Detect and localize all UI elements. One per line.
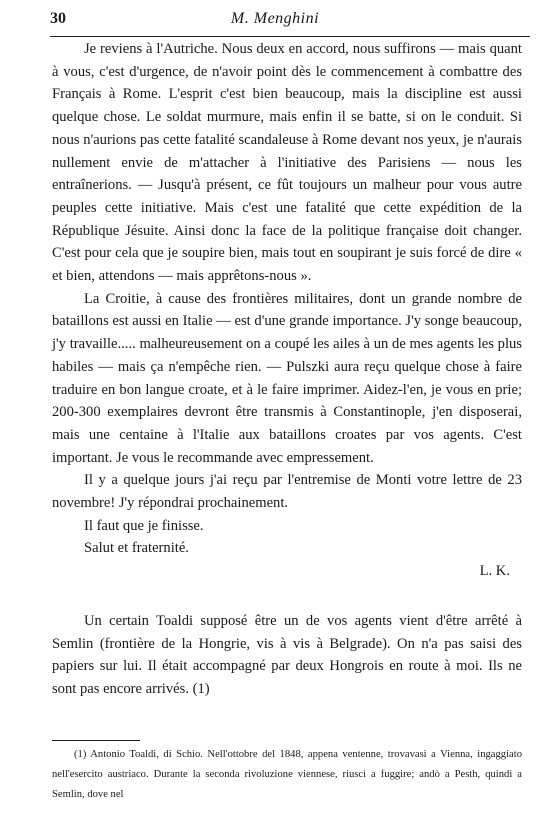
paragraph-toaldi: Un certain Toaldi supposé être un de vos agents vient d'être arrêté à Semlin (frontière de la Hongrie, vis à vis à Belgrade). On n'a pas saisi des papiers sur lui. Il était accompagné par deux Hongrois en route à moi. Ils ne sont pas encore arrivés. (1) xyxy=(52,612,522,697)
page-header xyxy=(0,6,550,32)
running-head: M. Menghini xyxy=(230,10,320,27)
paragraph-finish: Il faut que je finisse. xyxy=(84,517,204,534)
section-gap xyxy=(52,583,522,610)
paragraph-salutation: Salut et fraternité. xyxy=(84,540,189,557)
footnote xyxy=(52,745,522,805)
signature: L. K. xyxy=(479,563,510,580)
paragraph-monti-letter: Il y a quelque jours j'ai reçu par l'entremise de Monti votre lettre de 23 novembre! J'y répondrai prochainement. xyxy=(52,472,522,512)
paragraph-austria: Je reviens à l'Autriche. Nous deux en accord, nous suffirons — mais quant à vous, c'est d'urgence, de n'avoir point dès le commencement à combattre des Français à Rome. L'esprit c'est bien beaucoup, mais la discipline est aussi quelque chose. Le soldat murmure, mais enfin il se batte, si on le conduit. Si nous n'aurions pas cette fatalité scandaleuse à Rome devant nos yeux, je n'aurais nullement envie de m'attacher à l'initiative des Parisiens — nous les entraînerions. — Jusqu'à présent, ce fût toujours un malheur pour vous autre peuples cette initiative. Mais c'est une fatalité que cette expédition de la République Jésuite. Ainsi donc la face de la politique française doit changer. C'est pour cela que je soupire bien, mais tout en soupirant je suis forcé de dire « et bien, attendons — mais apprêtons-nous ». xyxy=(52,41,522,285)
postscript xyxy=(52,610,522,701)
header-rule xyxy=(50,36,530,37)
footnote-rule xyxy=(52,740,140,741)
page-number: 30 xyxy=(50,10,66,27)
letter-body xyxy=(52,38,522,701)
paragraph-croatia: La Croitie, à cause des frontières militaires, dont un grande nombre de bataillons est aussi en Italie — est d'une grande importance. J'y songe beaucoup, j'y travaille..... malheureusement on a coupé les ailes à un de mes agents les plus habiles — mais ça n'empêche rien. — Pulszki aura reçu quelque chose à faire traduire en bon langue croate, et à le faire imprimer. Aidez-l'en, je vous en prie; 200-300 exemplaires devront être transmis à Constantinople, j'en disposerai, mais une centaine à l'Italie aux bataillons croates par vos agents. C'est important. Je vous le recommande avec empressement. xyxy=(52,290,522,466)
footnote-text: (1) Antonio Toaldi, di Schio. Nell'ottobre del 1848, appena ventenne, trovavasi a Vienna, ingaggiato nell'esercito austriaco. Durante la seconda rivoluzione viennese, riuscì a fuggire; andò a Pesth, quindi a Semlin, dove nel xyxy=(52,749,522,800)
